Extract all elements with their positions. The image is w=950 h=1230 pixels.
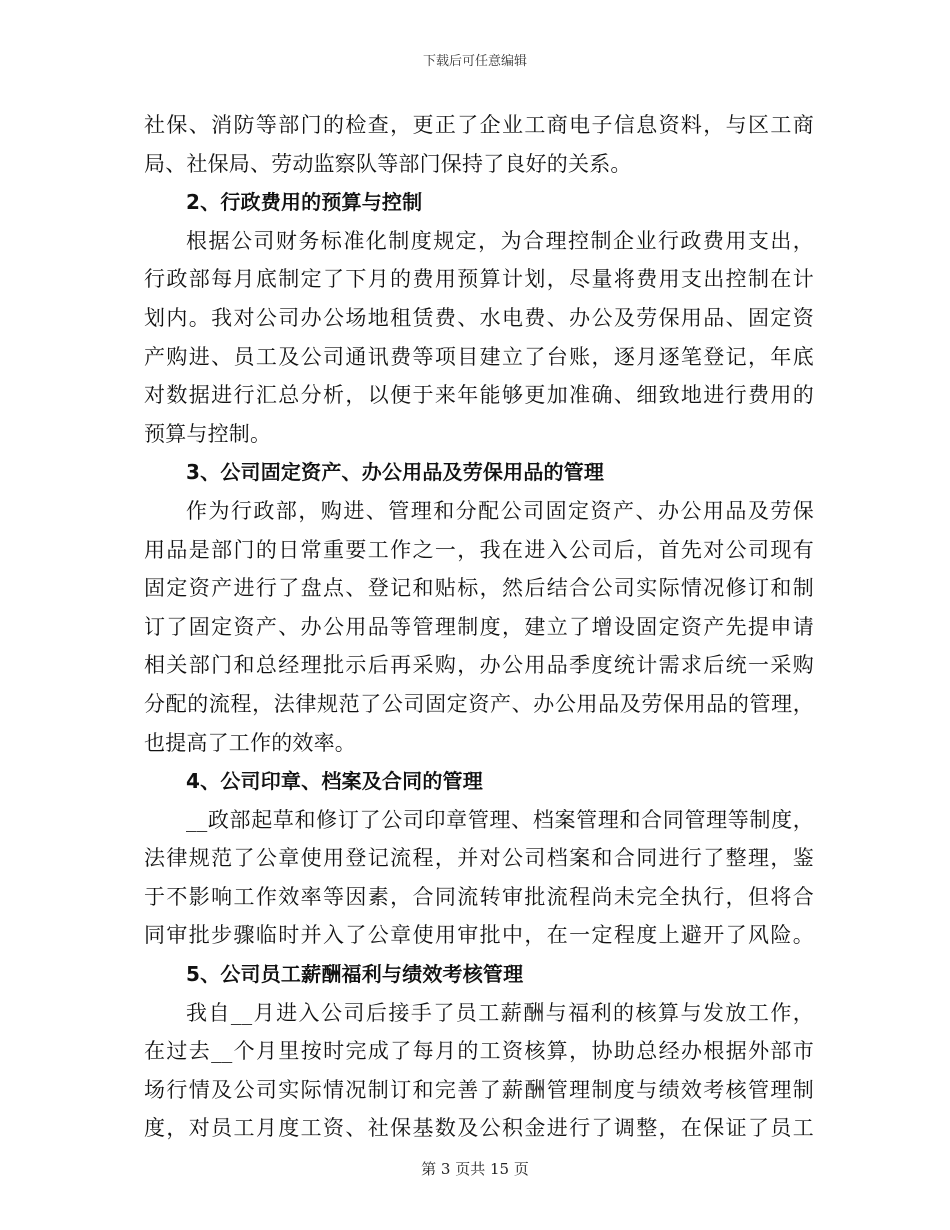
section-heading: 3、公司固定资产、办公用品及劳保用品的管理 [186, 460, 605, 485]
text-line: 行政部每月底制定了下月的费用预算计划，尽量将费用支出控制在计 [144, 267, 814, 292]
text-line: 场行情及公司实际情况制订和完善了薪酬管理制度与绩效考核管理制 [144, 1077, 814, 1102]
text-line: 我自__月进入公司后接手了员工薪酬与福利的核算与发放工作， [186, 1000, 814, 1025]
text-line: 固定资产进行了盘点、登记和贴标，然后结合公司实际情况修订和制 [144, 576, 814, 601]
document-body [144, 106, 814, 1148]
section-heading: 2、行政费用的预算与控制 [186, 190, 423, 215]
section-heading: 4、公司印章、档案及合同的管理 [186, 769, 483, 794]
text-line: 也提高了工作的效率。 [144, 730, 356, 755]
text-line: __政部起草和修订了公司印章管理、档案管理和合同管理等制度， [186, 807, 814, 832]
text-line: 社保、消防等部门的检查，更正了企业工商电子信息资料，与区工商 [144, 113, 814, 137]
text-line: 划内。我对公司办公场地租赁费、水电费、办公及劳保用品、固定资 [144, 305, 814, 330]
text-line: 相关部门和总经理批示后再采购，办公用品季度统计需求后统一采购 [144, 653, 814, 678]
section-heading: 5、公司员工薪酬福利与绩效考核管理 [186, 962, 524, 987]
text-line: 法律规范了公章使用登记流程，并对公司档案和合同进行了整理，鉴 [144, 846, 814, 871]
text-line: 产购进、员工及公司通讯费等项目建立了台账，逐月逐笔登记，年底 [144, 344, 814, 369]
text-line: 预算与控制。 [144, 421, 272, 446]
page-header: 下载后可任意编辑 [422, 54, 527, 69]
page-footer: 第 3 页共 15 页 [421, 1160, 529, 1178]
text-line: 分配的流程，法律规范了公司固定资产、办公用品及劳保用品的管理， [144, 691, 814, 716]
text-line: 在过去__个月里按时完成了每月的工资核算，协助总经办根据外部市 [144, 1039, 814, 1064]
text-line: 订了固定资产、办公用品等管理制度，建立了增设固定资产先提申请 [144, 614, 814, 639]
text-line: 局、社保局、劳动监察队等部门保持了良好的关系。 [144, 151, 632, 176]
text-line: 对数据进行汇总分析，以便于来年能够更加准确、细致地进行费用的 [144, 383, 814, 408]
text-line: 作为行政部，购进、管理和分配公司固定资产、办公用品及劳保 [186, 498, 814, 523]
text-line: 用品是部门的日常重要工作之一，我在进入公司后，首先对公司现有 [144, 537, 814, 562]
text-line: 度，对员工月度工资、社保基数及公积金进行了调整，在保证了员工 [144, 1116, 814, 1141]
text-line: 根据公司财务标准化制度规定，为合理控制企业行政费用支出， [186, 228, 814, 253]
text-line: 于不影响工作效率等因素，合同流转审批流程尚未完全执行，但将合 [144, 884, 814, 909]
text-line: 同审批步骤临时并入了公章使用审批中，在一定程度上避开了风险。 [144, 923, 814, 948]
